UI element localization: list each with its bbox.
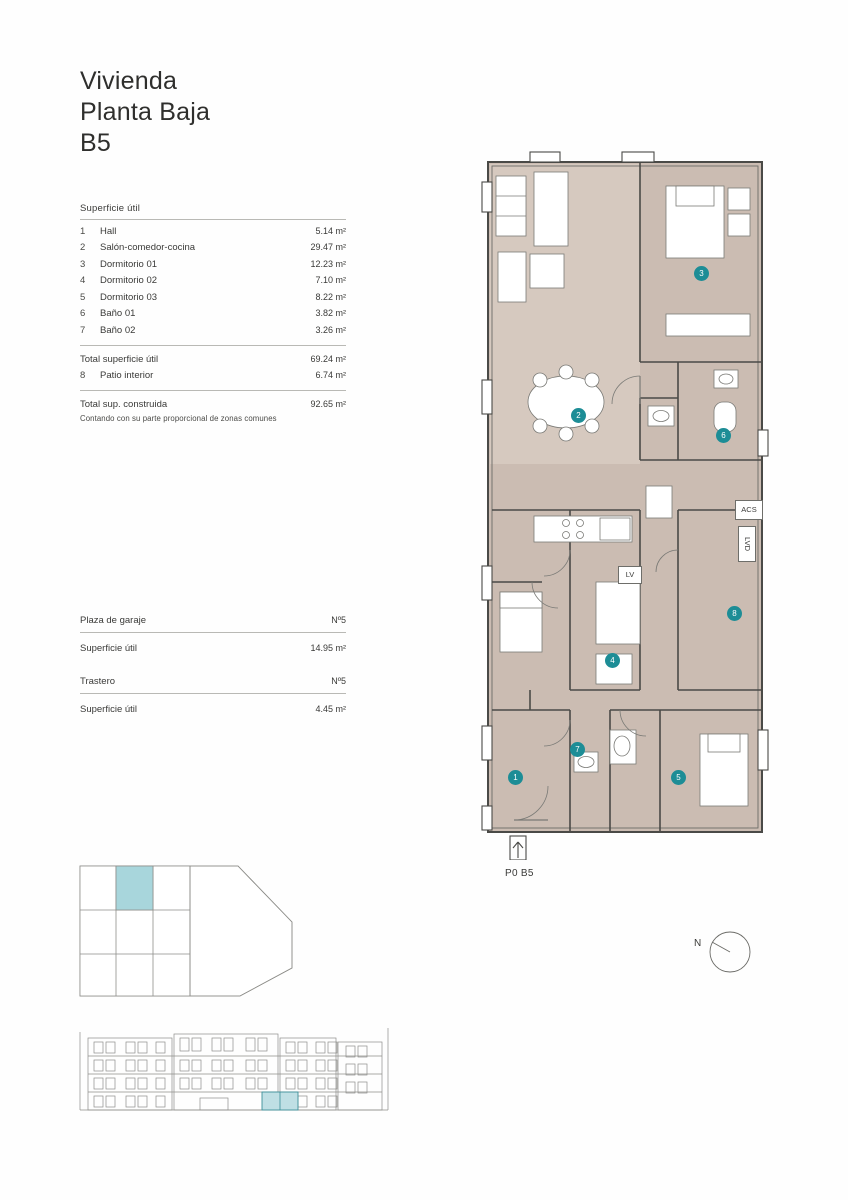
entry-arrow-icon bbox=[510, 836, 526, 860]
row-label: Dormitorio 02 bbox=[100, 275, 158, 286]
row-label: Hall bbox=[100, 225, 117, 237]
total-useful-label: Total superficie útil bbox=[80, 353, 159, 365]
row-index: 4 bbox=[80, 275, 86, 286]
title-line-3: B5 bbox=[80, 129, 111, 157]
row-value: 3.26 m² bbox=[315, 324, 346, 335]
floor-plan-svg bbox=[470, 130, 780, 860]
furniture-bedroom-03 bbox=[700, 734, 748, 806]
row-value: 12.23 m² bbox=[310, 258, 346, 269]
table-row bbox=[80, 253, 346, 270]
row-index: 3 bbox=[80, 258, 86, 270]
row-value: 29.47 m² bbox=[310, 242, 346, 252]
surface-area-heading: Superficie útil bbox=[80, 203, 346, 220]
key-plan-svg bbox=[78, 862, 303, 1000]
row-label: Salón-comedor-cocina bbox=[100, 242, 196, 253]
room-marker-7: 7 bbox=[570, 742, 585, 757]
garage-surface-value: 14.95 m² bbox=[310, 643, 346, 653]
storage-surface-row bbox=[80, 694, 346, 715]
storage-row bbox=[80, 676, 346, 694]
elevation-diagram bbox=[70, 1018, 395, 1118]
floor-plan bbox=[470, 130, 780, 860]
row-index: 5 bbox=[80, 291, 86, 303]
row-label: Patio interior bbox=[100, 370, 154, 381]
spacer bbox=[80, 654, 346, 676]
surface-area-table bbox=[80, 203, 346, 423]
table-row bbox=[80, 220, 346, 237]
table-row-patio bbox=[80, 365, 346, 382]
row-label: Dormitorio 01 bbox=[100, 258, 158, 270]
elevation-svg bbox=[70, 1018, 395, 1118]
storage-surface-label: Superficie útil bbox=[80, 704, 138, 715]
room-marker-2: 2 bbox=[571, 408, 586, 423]
key-plan-diagram bbox=[78, 862, 303, 1000]
row-label: Dormitorio 03 bbox=[100, 291, 158, 303]
lv-label: LV bbox=[618, 566, 642, 584]
page-title bbox=[80, 66, 210, 159]
garage-value: Nº5 bbox=[331, 615, 346, 625]
table-row bbox=[80, 303, 346, 320]
north-letter: N bbox=[694, 938, 702, 949]
storage-value: Nº5 bbox=[331, 676, 346, 686]
table-row bbox=[80, 286, 346, 303]
garage-surface-label: Superficie útil bbox=[80, 643, 138, 654]
total-built-value: 92.65 m² bbox=[310, 399, 346, 409]
row-index: 8 bbox=[80, 370, 86, 381]
row-index: 1 bbox=[80, 225, 86, 237]
table-row bbox=[80, 319, 346, 336]
title-line-1: Vivienda bbox=[80, 67, 178, 95]
garage-surface-row bbox=[80, 633, 346, 654]
row-label: Baño 02 bbox=[100, 324, 136, 336]
lvd-label: LVD bbox=[738, 526, 756, 562]
plan-caption: P0 B5 bbox=[505, 868, 534, 879]
common-areas-note: Contando con su parte proporcional de zonas comunes bbox=[80, 414, 277, 423]
row-index: 2 bbox=[80, 242, 86, 253]
total-built-label: Total sup. construida bbox=[80, 399, 168, 410]
row-value: 3.82 m² bbox=[315, 308, 346, 318]
row-value: 8.22 m² bbox=[315, 291, 346, 302]
row-label: Baño 01 bbox=[100, 308, 136, 319]
highlighted-elevation-unit bbox=[262, 1092, 298, 1110]
row-index: 6 bbox=[80, 308, 86, 319]
room-marker-4: 4 bbox=[605, 653, 620, 668]
storage-label: Trastero bbox=[80, 676, 116, 687]
garage-row bbox=[80, 615, 346, 633]
title-line-2: Planta Baja bbox=[80, 98, 211, 126]
total-useful-surface-row bbox=[80, 345, 346, 365]
row-value: 7.10 m² bbox=[315, 275, 346, 285]
room-marker-3: 3 bbox=[694, 266, 709, 281]
acs-label: ACS bbox=[735, 500, 763, 520]
table-row bbox=[80, 237, 346, 254]
table-row bbox=[80, 270, 346, 287]
room-marker-1: 1 bbox=[508, 770, 523, 785]
room-marker-6: 6 bbox=[716, 428, 731, 443]
garage-label: Plaza de garaje bbox=[80, 615, 147, 626]
north-indicator bbox=[690, 920, 760, 980]
row-value: 6.74 m² bbox=[315, 370, 346, 380]
storage-surface-value: 4.45 m² bbox=[315, 704, 346, 714]
highlighted-unit bbox=[116, 866, 153, 910]
total-useful-value: 69.24 m² bbox=[310, 353, 346, 364]
room-marker-8: 8 bbox=[727, 606, 742, 621]
garage-storage-block bbox=[80, 615, 346, 715]
total-built-surface-row bbox=[80, 390, 346, 410]
room-marker-5: 5 bbox=[671, 770, 686, 785]
north-compass-icon bbox=[690, 920, 760, 980]
row-value: 5.14 m² bbox=[315, 225, 346, 236]
row-index: 7 bbox=[80, 324, 86, 336]
